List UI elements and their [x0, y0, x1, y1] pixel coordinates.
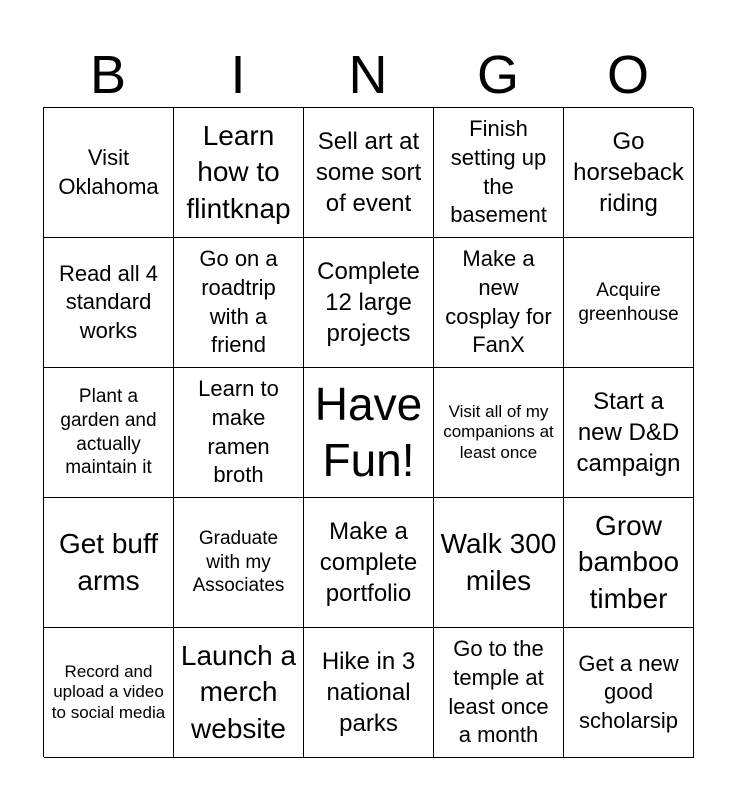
cell-text: Record and upload a video to social media: [51, 661, 166, 722]
bingo-cell[interactable]: [434, 368, 564, 498]
cell-text: Go to the temple at least once a month: [448, 636, 549, 748]
header-letter-i: I: [230, 45, 246, 105]
cell-text: Learn to make ramen broth: [198, 376, 279, 488]
bingo-cell[interactable]: [174, 498, 304, 628]
cell-text: Start a new D&D campaign: [576, 387, 681, 478]
cell-text: Learn how to flintknap: [186, 119, 291, 224]
bingo-cell[interactable]: [304, 498, 434, 628]
cell-text: Hike in 3 national parks: [321, 647, 416, 738]
bingo-cell[interactable]: [174, 628, 304, 758]
bingo-cell[interactable]: [564, 368, 694, 498]
cell-text: Acquire greenhouse: [578, 279, 679, 325]
header-letter-b: B: [89, 45, 127, 105]
bingo-cell[interactable]: [44, 108, 174, 238]
bingo-cell[interactable]: [564, 628, 694, 758]
bingo-cell[interactable]: [564, 108, 694, 238]
bingo-cell[interactable]: [174, 368, 304, 498]
cell-text: Graduate with my Associates: [192, 527, 285, 597]
cell-text: Make a complete portfolio: [319, 517, 418, 608]
bingo-cell[interactable]: [564, 238, 694, 368]
cell-text: Visit all of my companions at least once: [443, 401, 554, 462]
bingo-cell[interactable]: [564, 498, 694, 628]
cell-text: Visit Oklahoma: [58, 144, 159, 199]
cell-text: Grow bamboo timber: [577, 509, 680, 614]
cell-text: Go horseback riding: [573, 127, 684, 218]
bingo-cell[interactable]: [434, 108, 564, 238]
bingo-cell[interactable]: [434, 628, 564, 758]
cell-text: Finish setting up the basement: [450, 116, 547, 228]
bingo-cell[interactable]: [44, 628, 174, 758]
bingo-cell[interactable]: [174, 108, 304, 238]
cell-text: Go on a roadtrip with a friend: [199, 246, 278, 358]
bingo-cell[interactable]: [434, 498, 564, 628]
bingo-cell[interactable]: [304, 108, 434, 238]
bingo-board: [43, 107, 693, 757]
bingo-header: [43, 44, 693, 106]
cell-text: Plant a garden and actually maintain it: [60, 386, 157, 479]
bingo-free-cell[interactable]: [304, 368, 434, 498]
cell-text: Get a new good scholarsip: [578, 650, 679, 733]
bingo-cell[interactable]: [304, 238, 434, 368]
bingo-cell[interactable]: [174, 238, 304, 368]
cell-text: Make a new cosplay for FanX: [445, 246, 552, 358]
header-letter-n: N: [348, 45, 388, 105]
bingo-cell[interactable]: [434, 238, 564, 368]
cell-text: Read all 4 standard works: [58, 260, 159, 343]
bingo-cell[interactable]: [304, 628, 434, 758]
cell-text: Have Fun!: [314, 378, 423, 486]
cell-text: Complete 12 large projects: [317, 257, 420, 348]
cell-text: Sell art at some sort of event: [315, 127, 422, 218]
cell-text: Walk 300 miles: [440, 528, 557, 596]
bingo-cell[interactable]: [44, 498, 174, 628]
bingo-cell[interactable]: [44, 238, 174, 368]
cell-text: Launch a merch website: [180, 639, 297, 744]
bingo-cell[interactable]: [44, 368, 174, 498]
header-letter-o: O: [606, 45, 649, 105]
cell-text: Get buff arms: [58, 528, 159, 596]
header-letter-g: G: [476, 45, 519, 105]
